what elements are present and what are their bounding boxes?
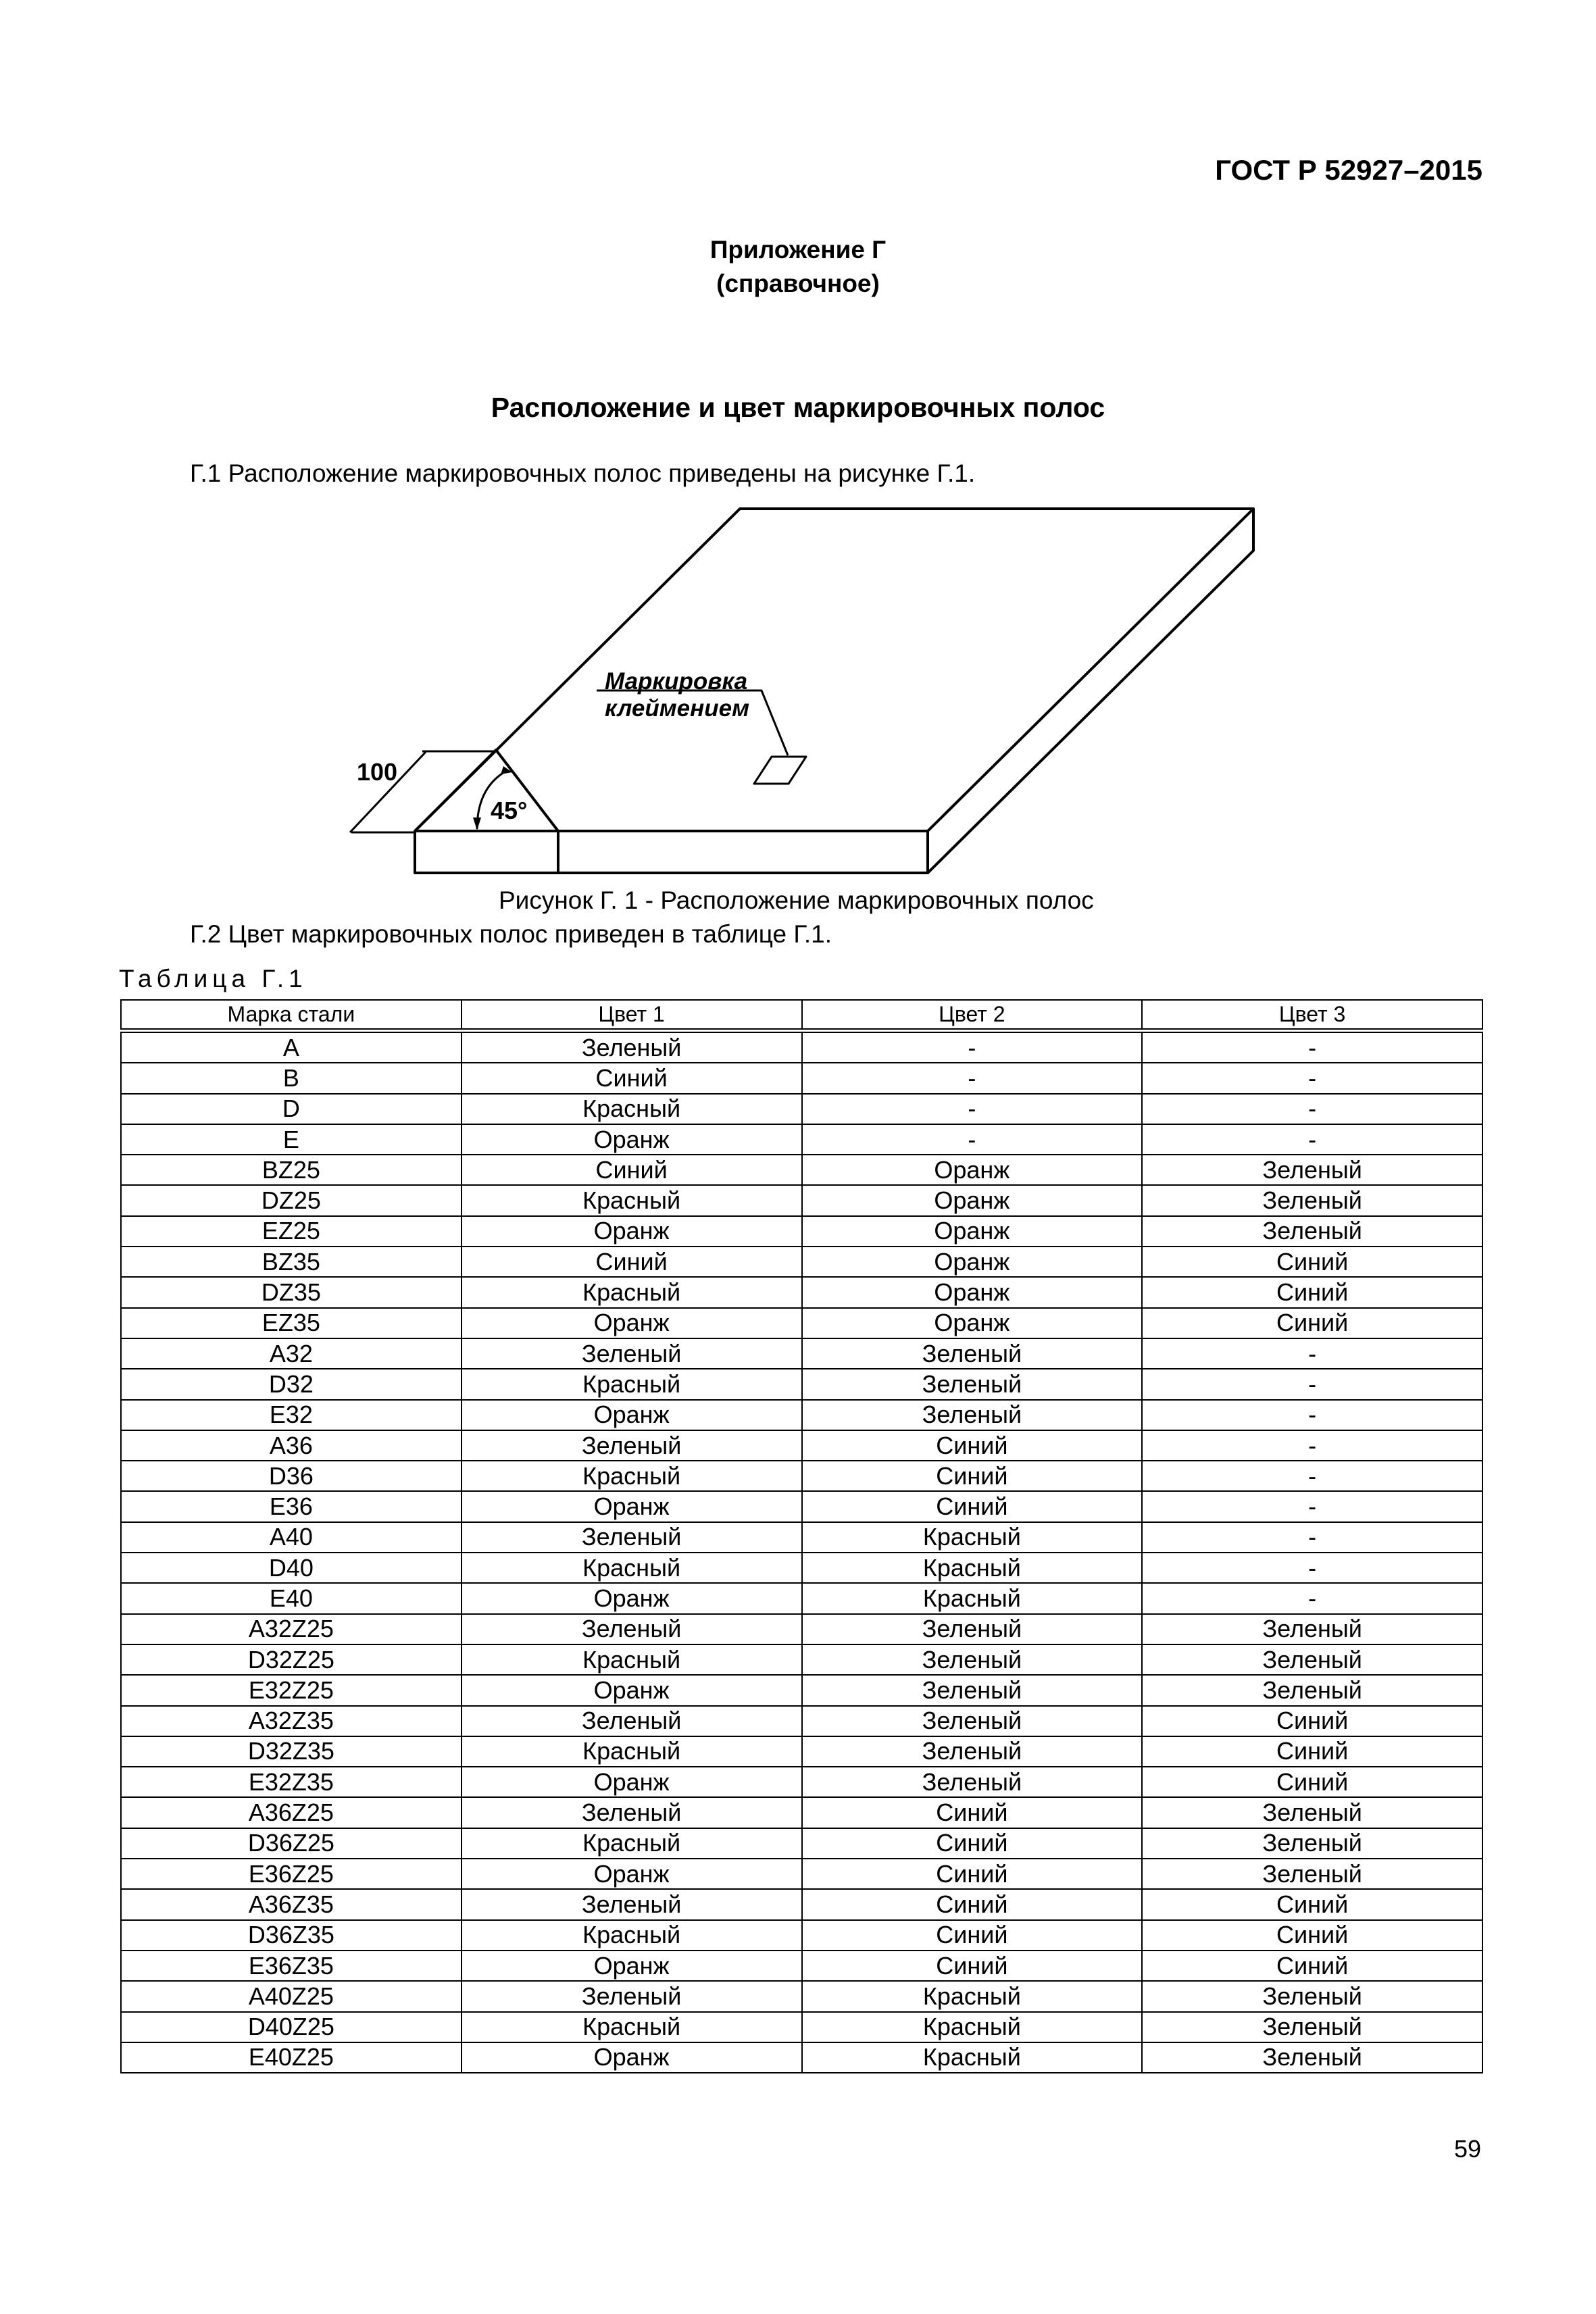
table-row bbox=[121, 1308, 1482, 1338]
table-row bbox=[121, 1859, 1482, 1889]
table-row bbox=[121, 1920, 1482, 1951]
cell-steel-grade: E40Z25 bbox=[121, 2042, 462, 2073]
cell-steel-grade: E32 bbox=[121, 1400, 462, 1430]
header-color-1: Цвет 1 bbox=[462, 1000, 802, 1031]
page-number: 59 bbox=[1453, 2135, 1481, 2163]
cell-color-2: Красный bbox=[802, 2012, 1143, 2042]
cell-color-2: Зеленый bbox=[802, 1400, 1143, 1430]
cell-color-3: Зеленый bbox=[1142, 1644, 1482, 1675]
marking-label-1: Маркировка bbox=[605, 668, 748, 695]
cell-color-1: Красный bbox=[462, 1828, 802, 1859]
cell-color-3: Синий bbox=[1142, 1277, 1482, 1307]
cell-steel-grade: EZ25 bbox=[121, 1216, 462, 1247]
paragraph-g2: Г.2 Цвет маркировочных полос приведен в таблице Г.1. bbox=[190, 920, 832, 948]
cell-color-3: - bbox=[1142, 1491, 1482, 1521]
cell-color-2: Зеленый bbox=[802, 1338, 1143, 1369]
cell-color-2: Синий bbox=[802, 1461, 1143, 1491]
table-row bbox=[121, 1185, 1482, 1215]
cell-steel-grade: A32 bbox=[121, 1338, 462, 1369]
cell-color-1: Синий bbox=[462, 1063, 802, 1093]
cell-color-1: Красный bbox=[462, 1369, 802, 1399]
cell-color-2: - bbox=[802, 1094, 1143, 1124]
cell-color-2: Зеленый bbox=[802, 1736, 1143, 1767]
cell-steel-grade: E40 bbox=[121, 1583, 462, 1613]
cell-steel-grade: D40Z25 bbox=[121, 2012, 462, 2042]
table-caption: Таблица Г.1 bbox=[119, 965, 307, 992]
cell-color-1: Зеленый bbox=[462, 1889, 802, 1919]
table-row bbox=[121, 1951, 1482, 1981]
cell-color-3: - bbox=[1142, 1430, 1482, 1461]
cell-color-1: Оранж bbox=[462, 1216, 802, 1247]
cell-color-2: Синий bbox=[802, 1859, 1143, 1889]
cell-color-2: Красный bbox=[802, 2042, 1143, 2073]
angle-arrow-icon bbox=[473, 818, 481, 830]
cell-steel-grade: A32Z25 bbox=[121, 1614, 462, 1644]
cell-color-2: Красный bbox=[802, 1553, 1143, 1583]
cell-color-3: - bbox=[1142, 1031, 1482, 1063]
cell-color-2: Зеленый bbox=[802, 1644, 1143, 1675]
table-row bbox=[121, 1491, 1482, 1521]
table-header-row bbox=[121, 1000, 1482, 1031]
cell-color-2: Оранж bbox=[802, 1308, 1143, 1338]
table-row bbox=[121, 1461, 1482, 1491]
cell-color-3: Зеленый bbox=[1142, 2042, 1482, 2073]
cell-color-1: Оранж bbox=[462, 1124, 802, 1155]
table-row bbox=[121, 1583, 1482, 1613]
table-row bbox=[121, 1155, 1482, 1185]
table-row bbox=[121, 1828, 1482, 1859]
cell-steel-grade: E32Z25 bbox=[121, 1675, 462, 1705]
cell-steel-grade: D bbox=[121, 1094, 462, 1124]
cell-steel-grade: BZ35 bbox=[121, 1247, 462, 1277]
table-row bbox=[121, 1338, 1482, 1369]
cell-color-1: Оранж bbox=[462, 1951, 802, 1981]
cell-steel-grade: A36Z35 bbox=[121, 1889, 462, 1919]
cell-color-1: Зеленый bbox=[462, 1338, 802, 1369]
cell-color-1: Синий bbox=[462, 1247, 802, 1277]
cell-color-3: Синий bbox=[1142, 1247, 1482, 1277]
stamp-area bbox=[754, 757, 806, 784]
cell-color-3: Зеленый bbox=[1142, 1614, 1482, 1644]
cell-color-2: Красный bbox=[802, 1583, 1143, 1613]
table-row bbox=[121, 2012, 1482, 2042]
table-row bbox=[121, 1981, 1482, 2011]
cell-steel-grade: E32Z35 bbox=[121, 1767, 462, 1797]
cell-steel-grade: DZ25 bbox=[121, 1185, 462, 1215]
appendix-title: Приложение Г bbox=[709, 236, 887, 263]
cell-steel-grade: D32Z35 bbox=[121, 1736, 462, 1767]
cell-steel-grade: BZ25 bbox=[121, 1155, 462, 1185]
cell-color-3: - bbox=[1142, 1522, 1482, 1553]
cell-color-3: Синий bbox=[1142, 1706, 1482, 1736]
cell-color-2: Оранж bbox=[802, 1247, 1143, 1277]
section-title: Расположение и цвет маркировочных полос bbox=[491, 392, 1105, 423]
cell-steel-grade: E36Z25 bbox=[121, 1859, 462, 1889]
cell-color-3: Синий bbox=[1142, 1889, 1482, 1919]
cell-color-3: Синий bbox=[1142, 1920, 1482, 1951]
cell-color-1: Красный bbox=[462, 1644, 802, 1675]
plate-front-face bbox=[415, 831, 928, 873]
cell-color-1: Зеленый bbox=[462, 1031, 802, 1063]
cell-color-3: Синий bbox=[1142, 1767, 1482, 1797]
cell-steel-grade: D36 bbox=[121, 1461, 462, 1491]
table-row bbox=[121, 1522, 1482, 1553]
cell-steel-grade: D40 bbox=[121, 1553, 462, 1583]
cell-color-1: Оранж bbox=[462, 1400, 802, 1430]
cell-color-1: Зеленый bbox=[462, 1981, 802, 2011]
table-row bbox=[121, 1124, 1482, 1155]
cell-color-1: Зеленый bbox=[462, 1430, 802, 1461]
table-row bbox=[121, 2042, 1482, 2073]
cell-color-1: Красный bbox=[462, 1553, 802, 1583]
cell-color-3: Синий bbox=[1142, 1308, 1482, 1338]
cell-color-2: Оранж bbox=[802, 1277, 1143, 1307]
cell-color-2: Синий bbox=[802, 1828, 1143, 1859]
cell-steel-grade: D32Z25 bbox=[121, 1644, 462, 1675]
cell-color-3: - bbox=[1142, 1338, 1482, 1369]
dimension-100-label: 100 bbox=[357, 758, 398, 786]
cell-color-1: Красный bbox=[462, 1094, 802, 1124]
table-row bbox=[121, 1247, 1482, 1277]
cell-color-3: - bbox=[1142, 1461, 1482, 1491]
cell-color-2: Зеленый bbox=[802, 1369, 1143, 1399]
cell-color-3: - bbox=[1142, 1583, 1482, 1613]
cell-color-2: Красный bbox=[802, 1981, 1143, 2011]
cell-steel-grade: A40 bbox=[121, 1522, 462, 1553]
cell-steel-grade: A40Z25 bbox=[121, 1981, 462, 2011]
cell-steel-grade: A36Z25 bbox=[121, 1797, 462, 1828]
cell-color-1: Оранж bbox=[462, 1308, 802, 1338]
table-row bbox=[121, 1675, 1482, 1705]
cell-color-1: Красный bbox=[462, 1185, 802, 1215]
table-row bbox=[121, 1797, 1482, 1828]
cell-color-3: - bbox=[1142, 1369, 1482, 1399]
table-row bbox=[121, 1031, 1482, 1063]
cell-color-2: Синий bbox=[802, 1491, 1143, 1521]
figure-caption: Рисунок Г. 1 - Расположение маркировочных полос bbox=[499, 886, 1094, 914]
cell-color-1: Зеленый bbox=[462, 1706, 802, 1736]
plate-side-face bbox=[928, 509, 1253, 873]
cell-color-2: Зеленый bbox=[802, 1614, 1143, 1644]
cell-color-3: - bbox=[1142, 1124, 1482, 1155]
table-row bbox=[121, 1430, 1482, 1461]
cell-color-2: Зеленый bbox=[802, 1675, 1143, 1705]
cell-color-1: Оранж bbox=[462, 1583, 802, 1613]
cell-color-2: Зеленый bbox=[802, 1706, 1143, 1736]
cell-color-3: Синий bbox=[1142, 1951, 1482, 1981]
cell-steel-grade: B bbox=[121, 1063, 462, 1093]
cell-color-2: Синий bbox=[802, 1797, 1143, 1828]
cell-color-1: Красный bbox=[462, 1920, 802, 1951]
cell-color-1: Зеленый bbox=[462, 1797, 802, 1828]
table-row bbox=[121, 1094, 1482, 1124]
table-body bbox=[121, 1031, 1482, 2073]
cell-color-3: - bbox=[1142, 1400, 1482, 1430]
cell-color-2: - bbox=[802, 1063, 1143, 1093]
cell-color-1: Синий bbox=[462, 1155, 802, 1185]
cell-color-1: Оранж bbox=[462, 2042, 802, 2073]
table-row bbox=[121, 1614, 1482, 1644]
table-row bbox=[121, 1736, 1482, 1767]
table-row bbox=[121, 1553, 1482, 1583]
plate-top-face bbox=[415, 509, 1253, 831]
cell-steel-grade: DZ35 bbox=[121, 1277, 462, 1307]
cell-color-1: Оранж bbox=[462, 1859, 802, 1889]
table-row bbox=[121, 1277, 1482, 1307]
cell-color-2: Синий bbox=[802, 1889, 1143, 1919]
header-color-2: Цвет 2 bbox=[802, 1000, 1143, 1031]
cell-color-3: Зеленый bbox=[1142, 1828, 1482, 1859]
cell-steel-grade: E36 bbox=[121, 1491, 462, 1521]
table-row bbox=[121, 1216, 1482, 1247]
cell-color-3: Зеленый bbox=[1142, 1216, 1482, 1247]
cell-color-2: Красный bbox=[802, 1522, 1143, 1553]
table-row bbox=[121, 1889, 1482, 1919]
cell-color-1: Красный bbox=[462, 1461, 802, 1491]
cell-color-3: Зеленый bbox=[1142, 1797, 1482, 1828]
cell-color-2: Оранж bbox=[802, 1216, 1143, 1247]
cell-color-2: Синий bbox=[802, 1430, 1143, 1461]
cell-color-3: Зеленый bbox=[1142, 1155, 1482, 1185]
paragraph-g1: Г.1 Расположение маркировочных полос приведены на рисунке Г.1. bbox=[190, 459, 976, 487]
table-row bbox=[121, 1706, 1482, 1736]
cell-color-3: Зеленый bbox=[1142, 1981, 1482, 2011]
table-row bbox=[121, 1400, 1482, 1430]
cell-color-2: - bbox=[802, 1124, 1143, 1155]
document-code: ГОСТ Р 52927–2015 bbox=[1215, 154, 1482, 186]
cell-steel-grade: A32Z35 bbox=[121, 1706, 462, 1736]
table-row bbox=[121, 1369, 1482, 1399]
cell-color-1: Красный bbox=[462, 2012, 802, 2042]
header-color-3: Цвет 3 bbox=[1142, 1000, 1482, 1031]
cell-steel-grade: D32 bbox=[121, 1369, 462, 1399]
cell-color-3: - bbox=[1142, 1094, 1482, 1124]
cell-color-1: Оранж bbox=[462, 1675, 802, 1705]
cell-color-3: Зеленый bbox=[1142, 1859, 1482, 1889]
appendix-type: (справочное) bbox=[716, 270, 880, 297]
cell-color-2: - bbox=[802, 1031, 1143, 1063]
cell-color-3: - bbox=[1142, 1063, 1482, 1093]
cell-color-2: Синий bbox=[802, 1951, 1143, 1981]
cell-color-3: Зеленый bbox=[1142, 1675, 1482, 1705]
cell-steel-grade: EZ35 bbox=[121, 1308, 462, 1338]
cell-color-1: Зеленый bbox=[462, 1522, 802, 1553]
cell-color-2: Зеленый bbox=[802, 1767, 1143, 1797]
table-row bbox=[121, 1063, 1482, 1093]
cell-color-1: Красный bbox=[462, 1736, 802, 1767]
marking-color-table bbox=[120, 999, 1483, 2073]
cell-color-2: Синий bbox=[802, 1920, 1143, 1951]
cell-color-1: Оранж bbox=[462, 1767, 802, 1797]
cell-color-2: Оранж bbox=[802, 1155, 1143, 1185]
cell-color-3: - bbox=[1142, 1553, 1482, 1583]
cell-steel-grade: D36Z35 bbox=[121, 1920, 462, 1951]
cell-color-3: Зеленый bbox=[1142, 1185, 1482, 1215]
table-row bbox=[121, 1644, 1482, 1675]
marking-label-2: клеймением bbox=[605, 695, 749, 722]
cell-steel-grade: A bbox=[121, 1031, 462, 1063]
marking-figure bbox=[0, 0, 1596, 892]
header-steel-grade: Марка стали bbox=[121, 1000, 462, 1031]
cell-steel-grade: A36 bbox=[121, 1430, 462, 1461]
table-row bbox=[121, 1767, 1482, 1797]
cell-steel-grade: E36Z35 bbox=[121, 1951, 462, 1981]
angle-45-label: 45° bbox=[491, 797, 528, 824]
cell-steel-grade: D36Z25 bbox=[121, 1828, 462, 1859]
cell-color-1: Оранж bbox=[462, 1491, 802, 1521]
cell-color-3: Зеленый bbox=[1142, 2012, 1482, 2042]
cell-steel-grade: E bbox=[121, 1124, 462, 1155]
cell-color-1: Красный bbox=[462, 1277, 802, 1307]
cell-color-3: Синий bbox=[1142, 1736, 1482, 1767]
cell-color-1: Зеленый bbox=[462, 1614, 802, 1644]
cell-color-2: Оранж bbox=[802, 1185, 1143, 1215]
